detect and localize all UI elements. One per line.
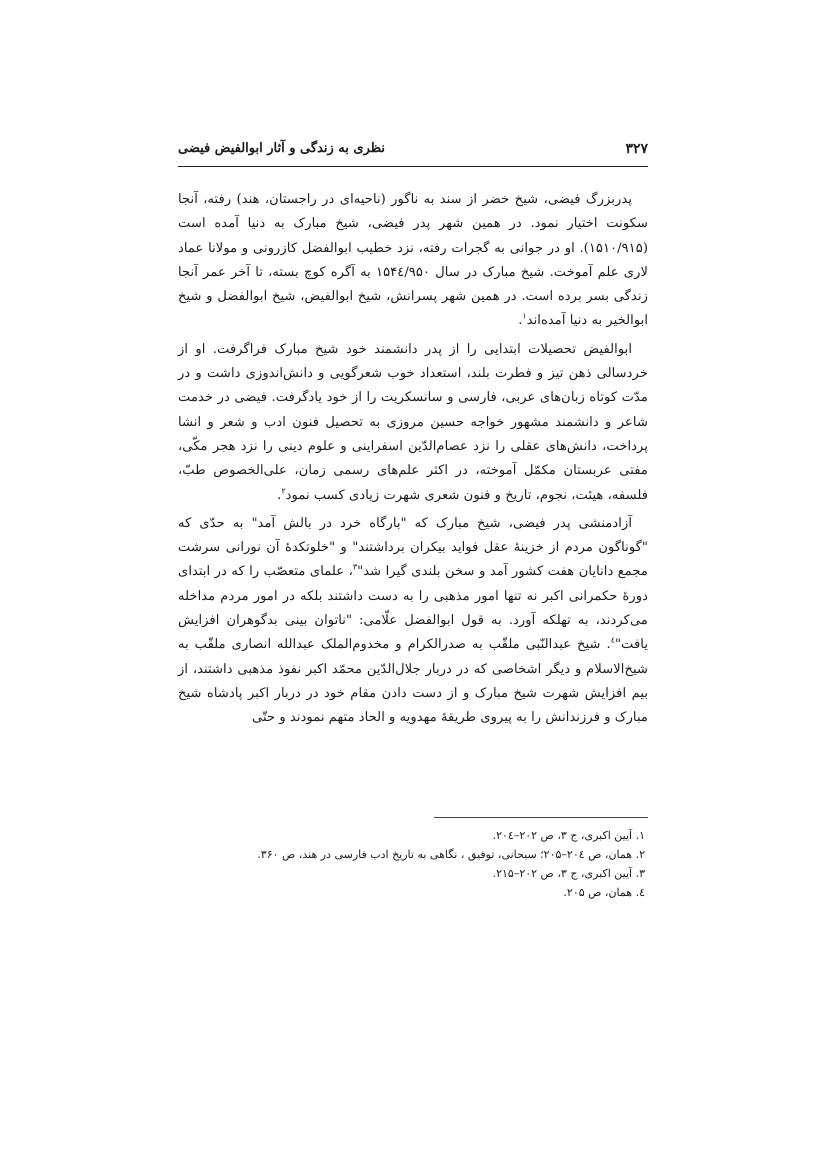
paragraph-text: آزادمنشی پدر فیضی، شیخ مبارک که "بارگاه خرد در بالش آمد" به حدّی که "گوناگون مردم از خزینهٔ عقل فواید بیکران برداشتند" و "خلوتکدهٔ آن نورانی سرشت مجمع دانایان هفت کشور آمد و سخن بلندی گیرا شد" (178, 515, 648, 580)
paragraph-text-cont: ، علمای متعصّب را که در ابتدای دورهٔ حکمرانی اکبر نه تنها امور مذهبی را به دست داشتند بلکه در امور مردم مداخله می‌کردند، به تهلکه آورد. به قول ابوالفضل علّامی: "ناتوان بینی بدگوهران افزایش یافت" (178, 564, 648, 653)
footnote-2: ۲. همان، ص ۲۰٤–۲۰۵؛ سبحانی، توفیق ، نگاهی به تاریخ ادب فارسی در هند، ص ۳۶۰. (257, 848, 645, 861)
paragraph-2 (178, 338, 648, 508)
header-divider (178, 166, 648, 167)
running-header (178, 141, 648, 165)
page-number: ۳۲۷ (625, 141, 648, 157)
footnote-marker: ۲ (281, 486, 286, 496)
footnotes (178, 826, 648, 902)
paragraph-punct: . (518, 313, 523, 329)
footnote-marker: ۱ (522, 312, 527, 322)
footnote-4: ٤. همان، ص ۲۰۵. (563, 886, 645, 899)
footnote-1: ۱. آیین اکبری، ج ۳، ص ۲۰۲–۲۰٤. (492, 829, 645, 842)
footnote-marker: ٤ (610, 635, 615, 645)
running-title: نظری به زندگی و آثار ابوالفیض فیضی (178, 141, 386, 156)
footnote-divider (434, 817, 648, 818)
footnote-marker: ۳ (352, 563, 358, 573)
body-text (178, 188, 648, 731)
footnote-3: ۳. آیین اکبری، ج ۳، ص ۲۰۲–۲۱۵. (492, 867, 645, 880)
paragraph-punct: . (277, 487, 282, 503)
paragraph-3 (178, 512, 648, 731)
paragraph-text: ابوالفیض تحصیلات ابتدایی را از پدر دانشمند خود شیخ مبارک فراگرفت. او از خردسالی ذهن تیز و فطرت بلند، استعداد خوب شعرگویی و دانش‌اندوزی داشت و در مدّت کوتاه زبان‌های عربی، فارسی و سانسکریت را از خود یادگرفت. فیضی در خدمت شاعر و دانشمند مشهور خواجه حسین مروزی به تحصیل فنون ادب و شعر و انشا پرداخت، دانش‌های عقلی را نزد عصام‌الدّین اسفراینی و علوم دینی را نزد هجر مکّی، مفتی عربستان مکمّل آموخته، در اکثر علم‌های رسمی زمان، علی‌الخصوص طبّ، فلسفه، هیئت، نجوم، تاریخ و فنون شعری شهرت زیادی کسب نمود (178, 341, 648, 503)
paragraph-text: پدربزرگ فیضی، شیخ خضر از سند به ناگور (ناحیه‌ای در راجستان، هند) رفته، آنجا سکونت اختیار نمود. در همین شهر پدر فیضی، شیخ مبارک به دنیا آمده است (۱۵۱۰/۹۱۵). او در جوانی به گجرات رفته، نزد خطیب ابوالفضل کازرونی و مولانا عماد لاری علم آموخت. شیخ مبارک در سال ۱۵۴٤/۹۵۰ به آگره کوچ بسته، تا آخر عمر آنجا زندگی بسر برده است. در همین شهر پسرانش، شیخ ابوالفیض، شیخ ابوالفضل و شیخ ابوالخیر به دنیا آمده‌اند (178, 192, 648, 329)
paragraph-text-cont: . شیخ عبدالنّبی ملقّب به صدرالکرام و مخدوم‌الملک عبدالله انصاری ملقّب به شیخ‌الاسلام و دیگر اشخاصی که در دربار جلال‌الدّین محمّد اکبر نفوذ مذهبی داشتند، از بیم افزایش شهرت شیخ مبارک و از دست دادن مقام خود در دربار اکبر پادشاه شیخ مبارک و فرزندانش را به پیروی طریقهٔ مهدویه و الحاد متهم نمودند و حتّی (178, 637, 648, 726)
paragraph-1 (178, 188, 648, 334)
